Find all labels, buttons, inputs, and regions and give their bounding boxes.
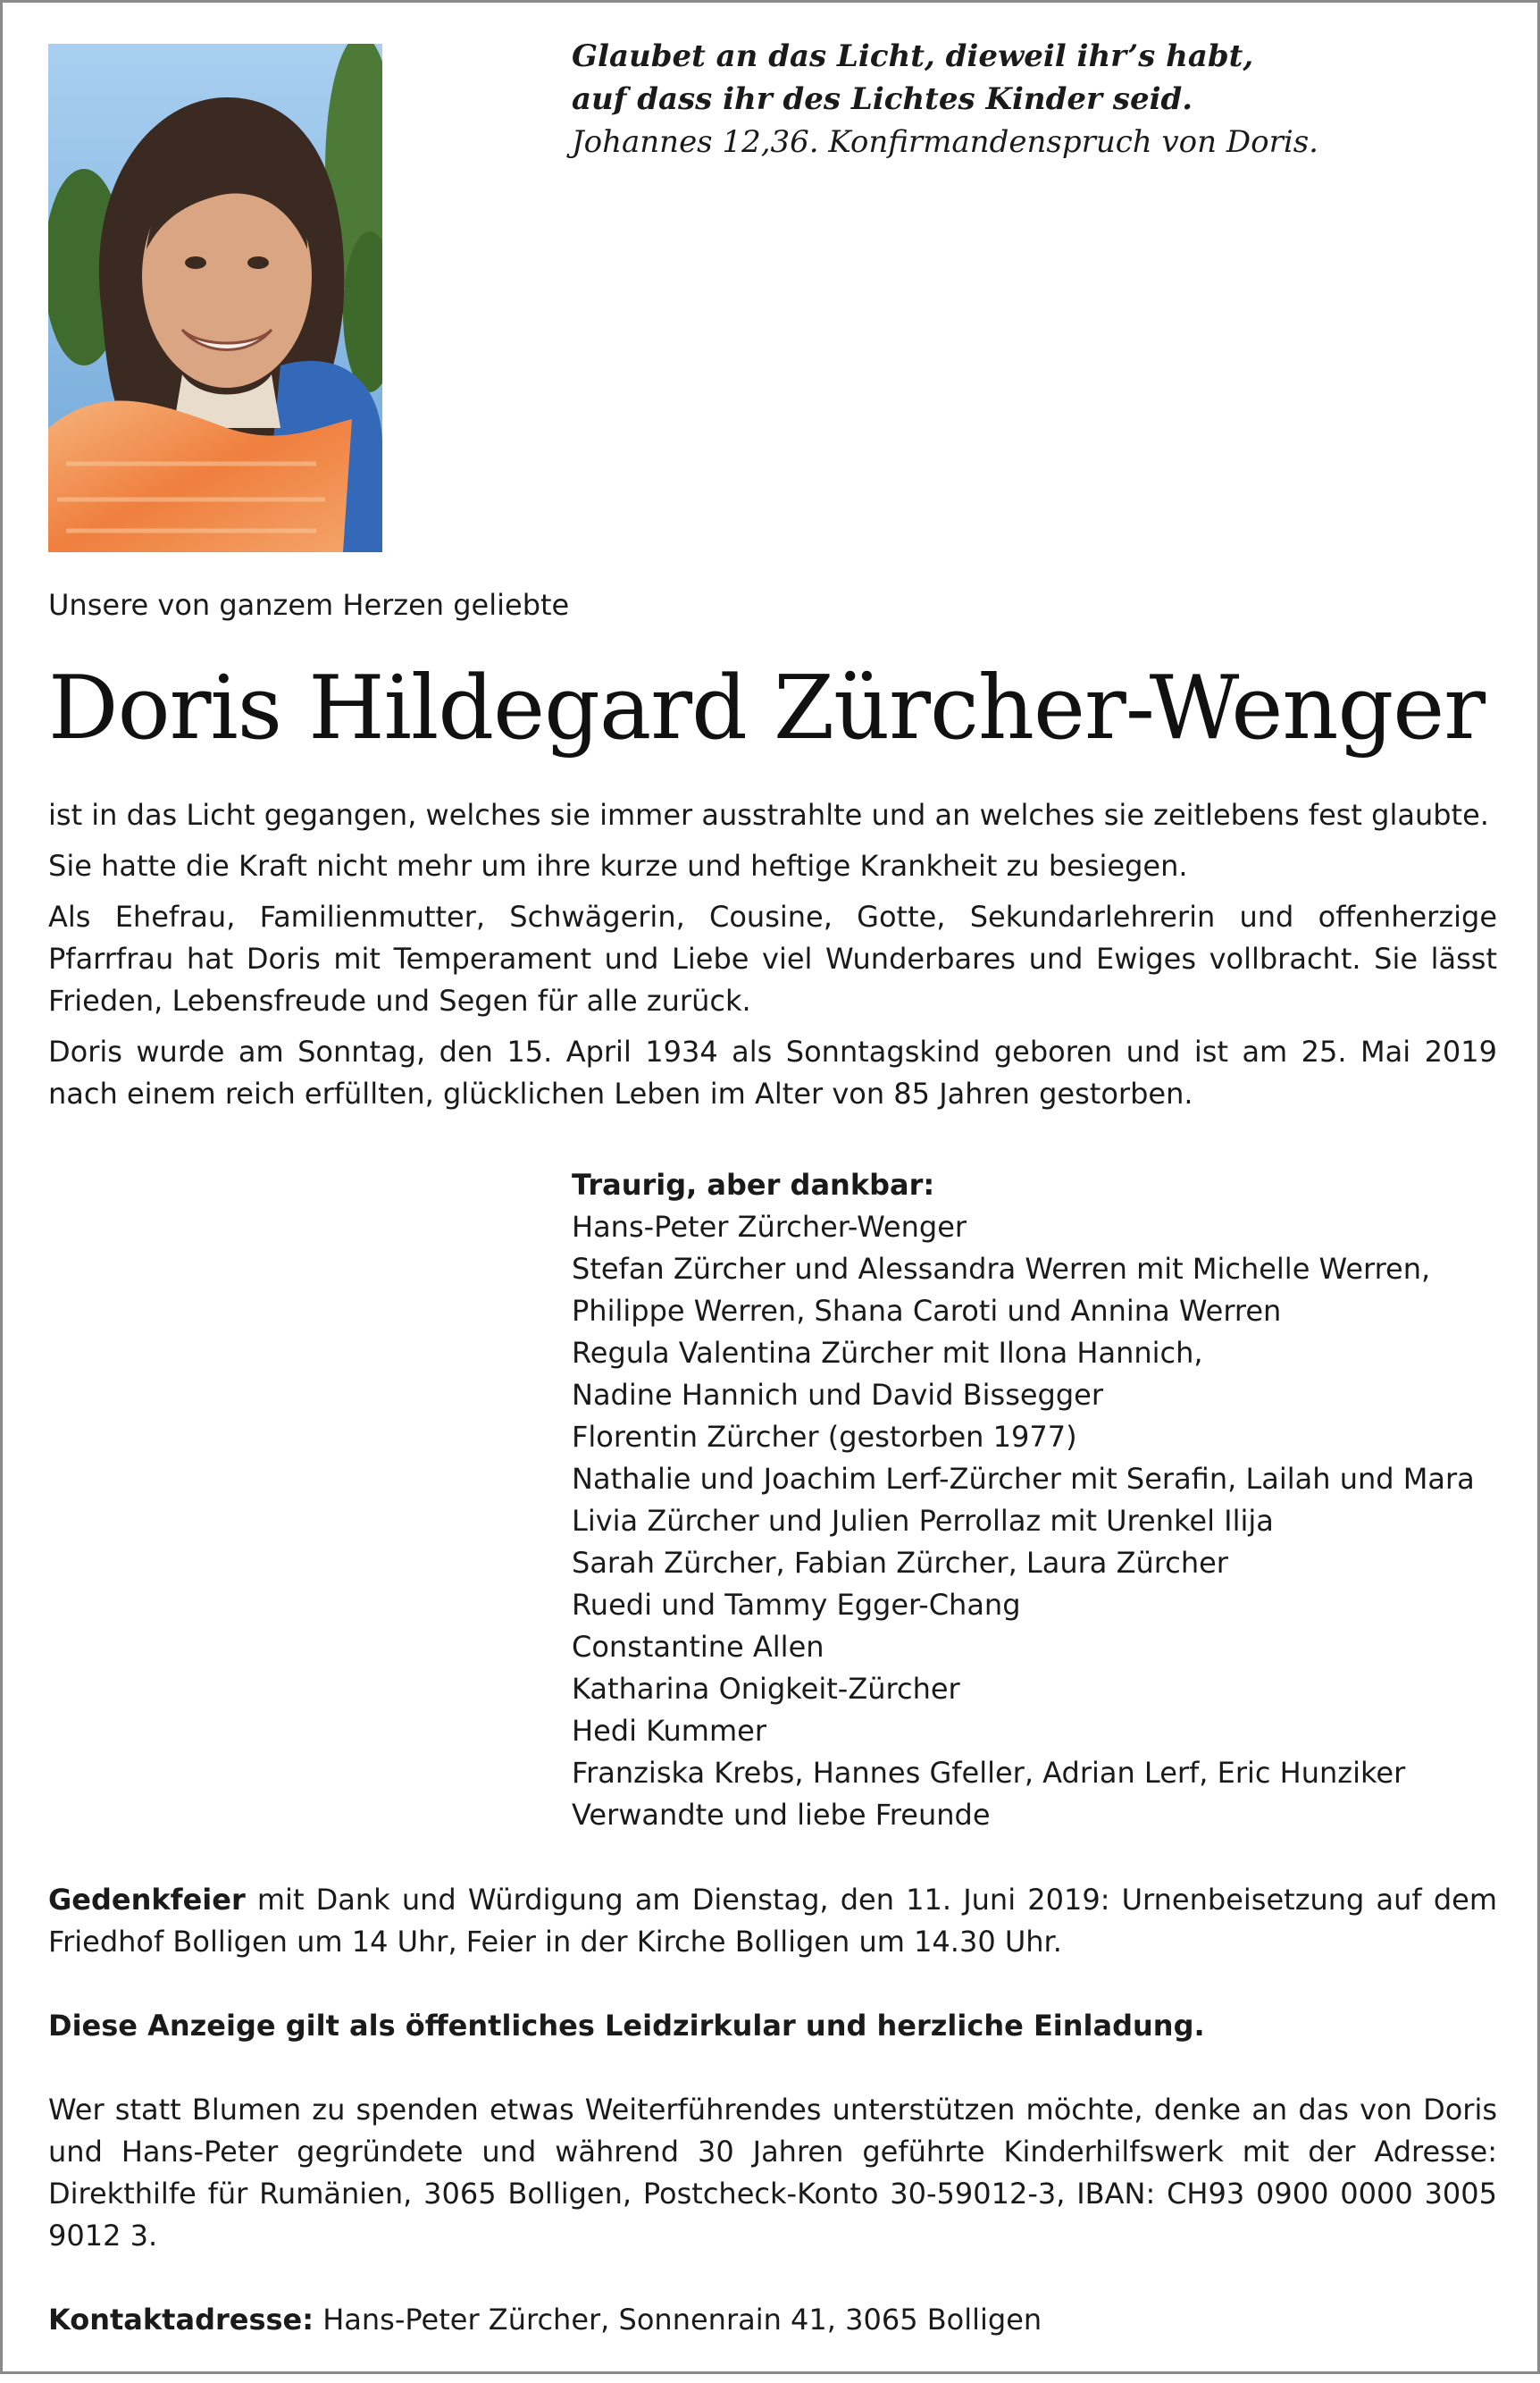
contact-text: Hans-Peter Zürcher, Sonnenrain 41, 3065 Bolligen <box>314 2303 1042 2337</box>
mourner-line: Nadine Hannich und David Bissegger <box>572 1378 1104 1412</box>
mourner-line: Hedi Kummer <box>572 1714 766 1748</box>
ceremony-label: Gedenkfeier <box>48 1883 246 1917</box>
mourner-line: Nathalie und Joachim Lerf-Zürcher mit Serafin, Lailah und Mara <box>572 1462 1475 1496</box>
mourner-line: Hans-Peter Zürcher-Wenger <box>572 1210 967 1244</box>
ceremony-paragraph <box>48 1879 1497 1963</box>
mourners-heading: Traurig, aber dankbar: <box>572 1168 935 1202</box>
mourner-line: Florentin Zürcher (gestorben 1977) <box>572 1420 1077 1454</box>
bible-quote <box>572 35 1501 164</box>
quote-source: Johannes 12,36. Konfirmandenspruch von Doris. <box>572 124 1318 160</box>
mourner-line: Sarah Zürcher, Fabian Zürcher, Laura Zürcher <box>572 1546 1228 1580</box>
quote-line-1: Glaubet an das Licht, dieweil ihr’s habt, <box>572 38 1254 74</box>
mourner-line: Ruedi und Tammy Egger-Chang <box>572 1588 1021 1622</box>
obituary-body <box>48 794 1497 1124</box>
ceremony-text: mit Dank und Würdigung am Dienstag, den 11. Juni 2019: Urnenbeisetzung auf dem Friedhof Bolligen um 14 Uhr, Feier in der Kirche Bolligen um 14.30 Uhr. <box>48 1883 1497 1959</box>
mourner-line: Katharina Onigkeit-Zürcher <box>572 1672 960 1706</box>
circular-text: Diese Anzeige gilt als öffentliches Leidzirkular und herzliche Einladung. <box>48 2009 1205 2043</box>
deceased-name: Doris Hildegard Zürcher-Wenger <box>48 658 1486 759</box>
mourner-line: Constantine Allen <box>572 1630 824 1664</box>
contact-label: Kontaktadresse: <box>48 2303 314 2337</box>
mourners-list <box>572 1164 1501 1836</box>
notice-section <box>48 1879 1497 2383</box>
intro-text: Unsere von ganzem Herzen geliebte <box>48 588 570 622</box>
mourner-line: Verwandte und liebe Freunde <box>572 1798 991 1832</box>
circular-paragraph <box>48 2005 1497 2047</box>
donation-paragraph: Wer statt Blumen zu spenden etwas Weiterführendes unterstützen möchte, denke an das von Doris und Hans-Peter gegründete und während 30 Jahren geführte Kinderhilfswerk mit der Adresse: Direkthilfe für Rumänien, 3065 Bolligen, Postcheck-Konto 30-59012-3, IBAN: CH93 0900 0000 3005 9012 3. <box>48 2093 1497 2253</box>
portrait-photo <box>48 44 382 552</box>
mourner-line: Regula Valentina Zürcher mit Ilona Hannich, <box>572 1336 1203 1370</box>
mourner-line: Franziska Krebs, Hannes Gfeller, Adrian Lerf, Eric Hunziker <box>572 1756 1406 1790</box>
portrait-image <box>48 44 382 552</box>
contact-paragraph <box>48 2299 1497 2341</box>
body-paragraph-4: Doris wurde am Sonntag, den 15. April 1934 als Sonntagskind geboren und ist am 25. Mai 2019 nach einem reich erfüllten, glücklichen Leben im Alter von 85 Jahren gestorben. <box>48 1035 1497 1111</box>
body-paragraph-2: Sie hatte die Kraft nicht mehr um ihre kurze und heftige Krankheit zu besiegen. <box>48 849 1188 883</box>
body-paragraph-1: ist in das Licht gegangen, welches sie immer ausstrahlte und an welches sie zeitlebens fest glaubte. <box>48 798 1489 832</box>
body-paragraph-3: Als Ehefrau, Familienmutter, Schwägerin, Cousine, Gotte, Sekundarlehrerin und offenherzige Pfarrfrau hat Doris mit Temperament und Liebe viel Wunderbares und Ewiges vollbracht. Sie lässt Frieden, Lebensfreude und Segen für alle zurück. <box>48 900 1497 1018</box>
mourner-line: Stefan Zürcher und Alessandra Werren mit Michelle Werren, <box>572 1252 1431 1286</box>
mourner-line: Philippe Werren, Shana Caroti und Annina Werren <box>572 1294 1282 1328</box>
quote-line-2: auf dass ihr des Lichtes Kinder seid. <box>572 81 1193 117</box>
mourner-line: Livia Zürcher und Julien Perrollaz mit Urenkel Ilija <box>572 1504 1274 1538</box>
